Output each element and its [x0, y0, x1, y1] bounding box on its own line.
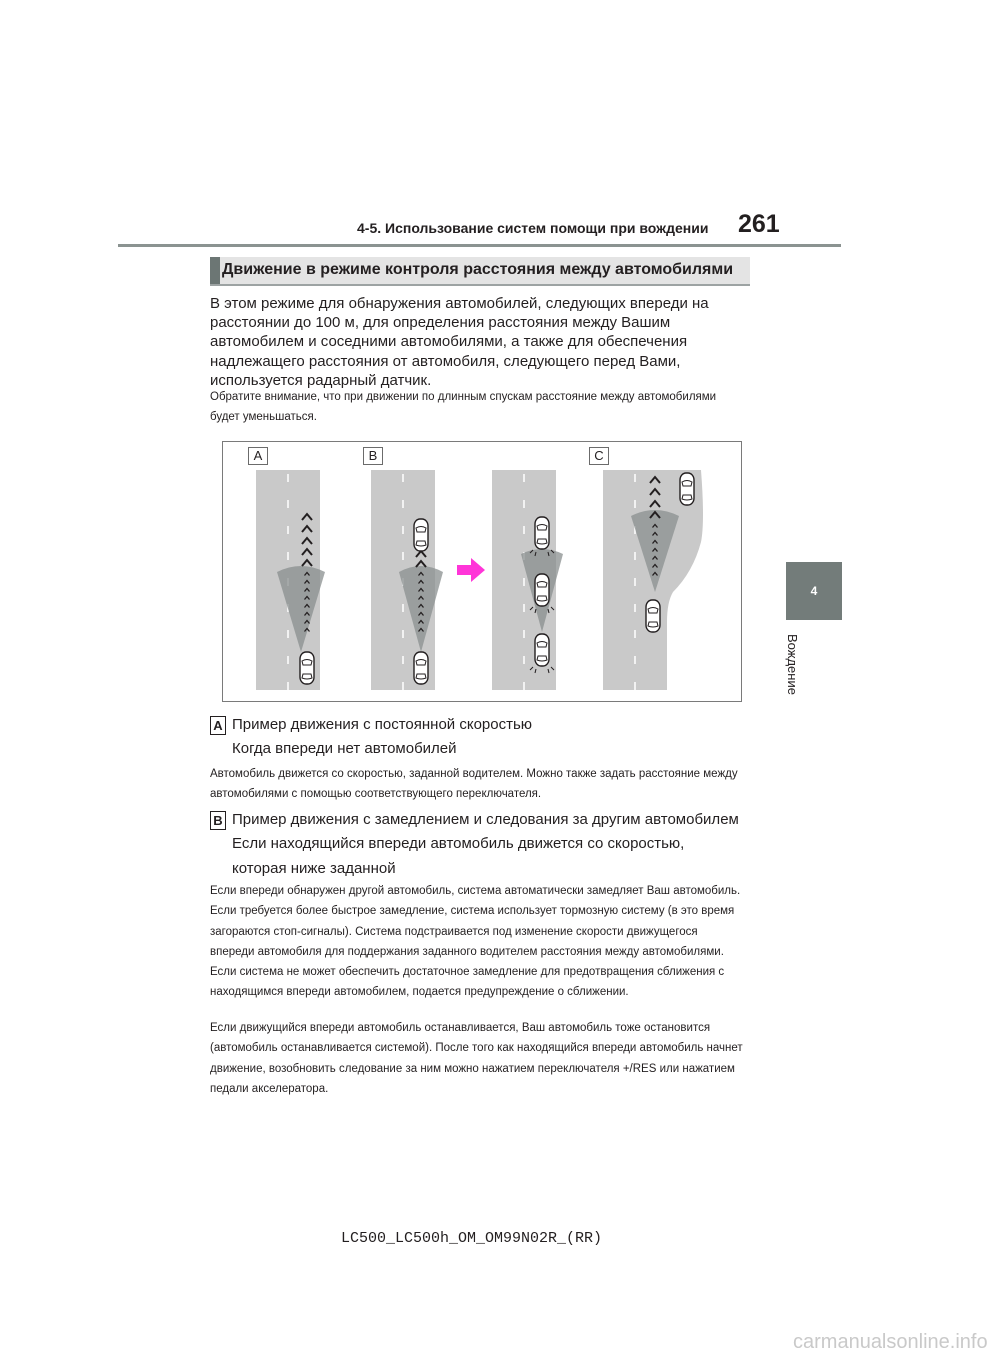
item-b-text-1: Если впереди обнаружен другой автомобиль, система автоматически замедляет Ваш автомобиль. Если требуется более быстрое замедление, система использует тормозную систему (в это время загораются стоп-сигналы). Система подстраивается под изменение скорости движущегося впереди автомобиля для поддержания заданного водителем расстояния между автомобилями. Если система не может обеспечить достаточное замедление для предотвращения сближения с находящимся впереди автомобилем, подается предупреждение о сближении.: [210, 885, 741, 999]
item-a-title: Пример движения с постоянной скоростью: [232, 716, 533, 733]
car-b-lead: [414, 519, 428, 551]
item-b-text-2: Если движущийся впереди автомобиль останавливается, Ваш автомобиль тоже остановится (автомобиль останавливается системой). После того как находящийся впереди автомобиль начнет движение, возобновить следование за ним можно нажатием переключателя +/RES или нажатием педали акселератора.: [210, 1022, 743, 1095]
car-b-own: [414, 652, 428, 684]
transition-arrow: [457, 558, 485, 582]
item-a-badge: A: [210, 716, 226, 735]
item-b-subtitle: Если находящийся впереди автомобиль движется со скоростью, которая ниже заданной: [232, 835, 685, 877]
figure-label-a: A: [248, 447, 268, 465]
footer-code: LC500_LC500h_OM_OM99N02R_(RR): [341, 1230, 603, 1247]
item-a-subtitle: Когда впереди нет автомобилей: [232, 740, 457, 757]
car-b2-rear: [535, 634, 549, 666]
figure-label-c: C: [589, 447, 609, 465]
watermark: carmanualsonline.info: [793, 1331, 988, 1353]
figure-label-b: B: [363, 447, 383, 465]
diagram-svg: [223, 442, 741, 701]
car-c-own: [646, 600, 660, 632]
chapter-tab[interactable]: 4: [786, 562, 842, 620]
item-b-title: Пример движения с замедлением и следования за другим автомобилем: [232, 811, 739, 828]
car-a-own: [300, 652, 314, 684]
chapter-label: [782, 634, 842, 724]
car-c-other: [680, 473, 694, 505]
section-header: 4-5. Использование систем помощи при вождении: [357, 220, 709, 236]
car-b2-lead: [535, 517, 549, 549]
section-title: Движение в режиме контроля расстояния между автомобилями: [222, 261, 734, 278]
header-rule: [118, 244, 841, 247]
car-b2-own: [535, 574, 549, 606]
title-bar-accent: [210, 257, 220, 284]
section-title-bar: [210, 257, 750, 286]
item-b-badge: B: [210, 811, 226, 830]
intro-note: Обратите внимание, что при движении по длинным спускам расстояние между автомобилями будет уменьшаться.: [210, 391, 717, 424]
radar-cruise-diagram: [222, 441, 742, 702]
intro-text: В этом режиме для обнаружения автомобилей, следующих впереди на расстоянии до 100 м, для определения расстояния между Вашим автомобилем и соседними автомобилями, а также для обеспечения надлежащего расстояния от автомобиля, следующего перед Вами, используется радарный датчик.: [210, 295, 709, 389]
page-number: 261: [738, 210, 780, 238]
chapter-label-text: Вождение: [785, 634, 800, 695]
item-a-text: Автомобиль движется со скоростью, заданной водителем. Можно также задать расстояние между автомобилями с помощью соответствующего переключателя.: [210, 768, 738, 801]
